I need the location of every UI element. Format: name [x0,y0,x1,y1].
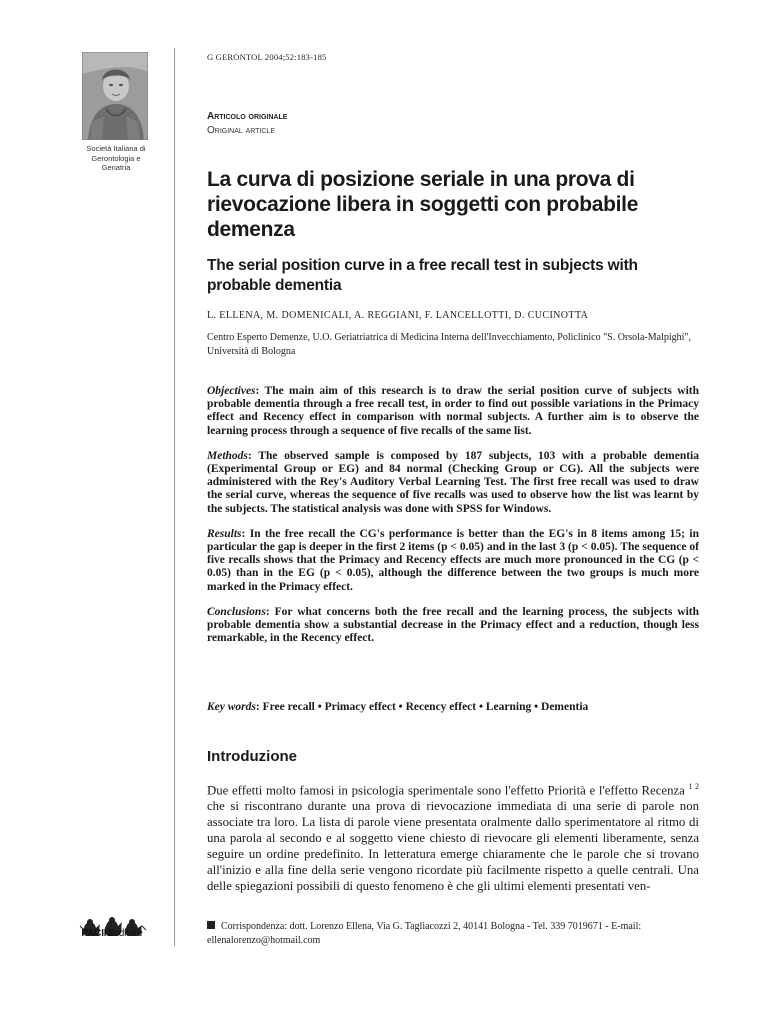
journal-citation: G GERONTOL 2004;52:183-185 [207,52,327,62]
abstract-methods [207,450,699,516]
abstract [207,385,699,657]
keywords [207,701,699,713]
objectives-label: Objectives [207,385,256,397]
conclusions-label: Conclusions [207,605,266,618]
intro-text-part1: Due effetti molto famosi in psicologia sperimentale sono l'effetto Priorità e l'effetto Recenza [207,783,685,798]
correspondence-note [207,920,699,947]
affiliation: Centro Esperto Demenze, U.O. Geriatriatrica di Medicina Interna dell'Invecchiamento, Policlinico "S. Orsola-Malpighi", Università di Bologna [207,332,691,357]
results-label: Results [207,527,242,540]
introduction-heading: Introduzione [207,748,297,765]
reference-superscript: 1 2 [688,782,699,791]
article-title-italian: La curva di posizione seriale in una prova di rievocazione libera in soggetti con probabile demenza [207,168,639,241]
article-type-italian: Articolo originale [207,111,288,122]
intro-text-part2: che si riscontrano durante una prova di rievocazione immediata di una serie di parole non associate tra loro. La lista di parole viene presentata oralmente dallo sperimentatore al ritmo di una parola al secondo e al soggetto viene chiesto di rievocare gli elementi liberamente, senza seguire un ordine predefinito. In letteratura emerge chiaramente che le parole che si trovano all'inizio e alla fine della serie vengono ricordate più facilmente rispetto a quelle centrali. Una delle spiegazioni possibili di questo fenomeno è che gli ultimi elementi presentati ven- [207,799,699,893]
abstract-conclusions [207,606,699,646]
society-caption: Società Italiana di Gerontologia e Geriatria [86,144,146,172]
abstract-objectives [207,385,699,438]
author-list: L. ELLENA, M. DOMENICALI, A. REGGIANI, F. LANCELLOTTI, D. CUCINOTTA [207,310,589,321]
correspondence-text: Corrispondenza: dott. Lorenzo Ellena, Via G. Tagliacozzi 2, 40141 Bologna - Tel. 339 7019671 - E-mail: ellenalorenzo@hotmail.com [207,921,642,946]
sidebar [0,0,175,1024]
square-bullet-icon [207,921,215,929]
portrait-illustration [82,52,148,140]
article-type-english: Original article [207,125,275,136]
article-title-english: The serial position curve in a free recall test in subjects with probable dementia [207,257,638,294]
vertical-divider [174,48,175,946]
objectives-text: : The main aim of this research is to draw the serial position curve of subjects with probable dementia through a free recall test, in order to find out possible variations in the Primacy effect and Recency effect in comparison with normal subjects. A further aim is to observe the learning process through a sequence of five recalls of the same list. [207,385,699,437]
abstract-results [207,528,699,594]
publisher-name: PACINIeditore [81,928,143,939]
methods-text: : The observed sample is composed by 187 subjects, 103 with a probable dementia (Experimental Group or EG) and 84 normal (Checking Group or CG). All the subjects were administered with the Rey's Auditory Verbal Learning Test. The first free recall was used to draw the serial curve, whereas the sequence of five recalls was used to observe how the list was learnt by the subjects. The statistical analysis was done with SPSS for Windows. [207,449,699,515]
results-text: : In the free recall the CG's performance is better than the EG's in 8 items among 15; in particular the gap is deeper in the first 2 items (p < 0.05) and in the last 3 (p < 0.05). The sequence of five recalls shows that the Primacy and Recency effects are much more pronounced in the CG (p < 0.05) than in the EG (p < 0.05), although the difference between the two groups is much more marked in the Primacy effect. [207,527,699,593]
conclusions-text: : For what concerns both the free recall and the learning process, the subjects with probable dementia show a substantial decrease in the Primacy effect and a reduction, though less remarkable, in the Recency effect. [207,605,699,645]
introduction-body [207,779,699,895]
keywords-label: Key words [207,701,256,713]
methods-label: Methods [207,449,248,462]
keywords-text: : Free recall • Primacy effect • Recency effect • Learning • Dementia [255,701,589,713]
publisher-logo-icon [72,906,152,946]
